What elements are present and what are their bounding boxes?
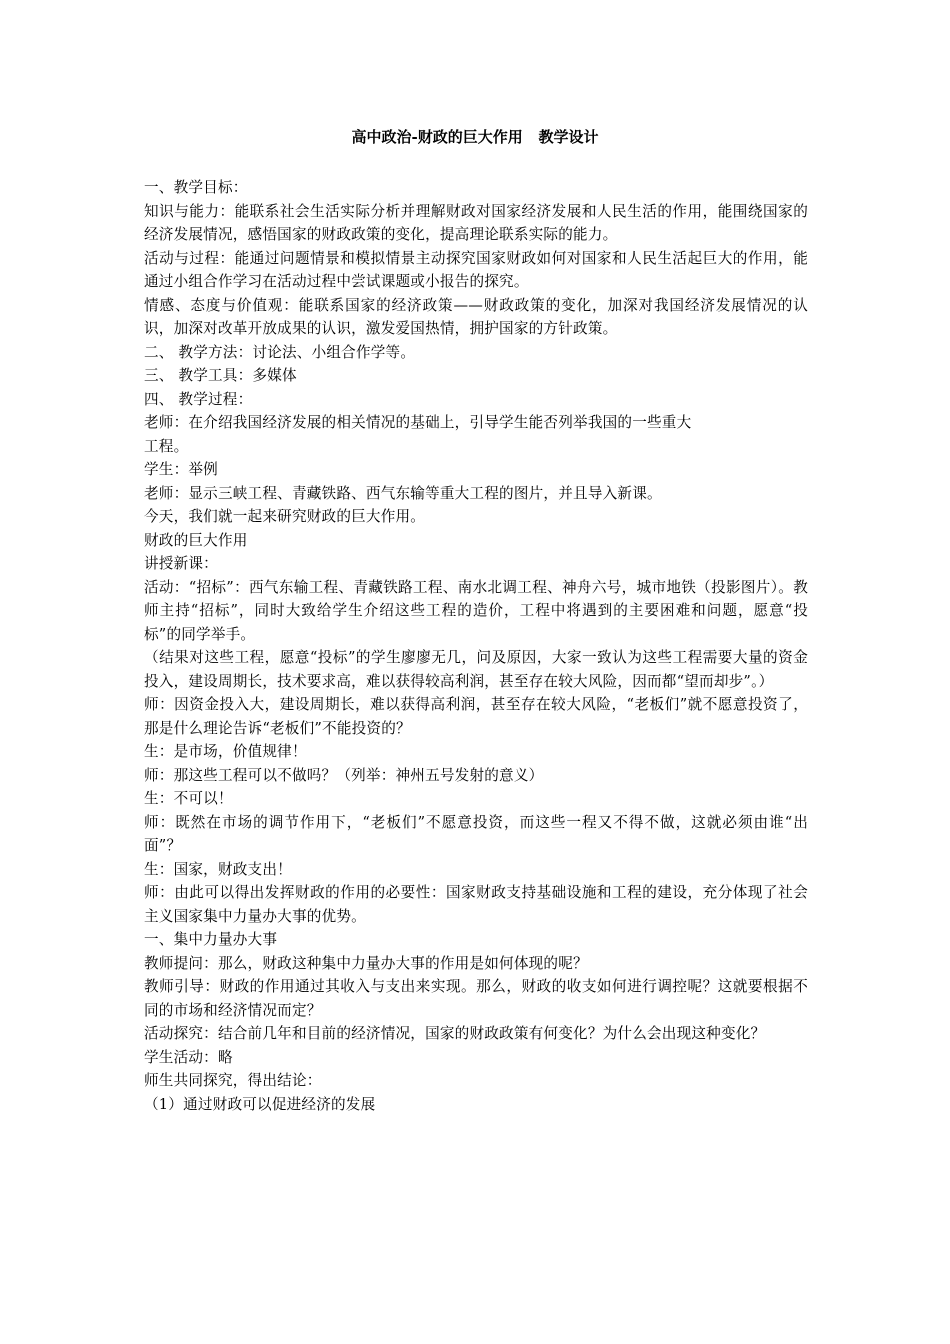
paragraph-teacher-asks: 教师提问：那么，财政这种集中力量办大事的作用是如何体现的呢？ xyxy=(144,954,588,972)
paragraph-conclusion-1: （1）通过财政可以促进经济的发展 xyxy=(144,1095,376,1113)
paragraph-teacher-question-3: 师：既然在市场的调节作用下，“老板们”不愿意投资，而这些一程又不得不做，这就必须由谁“出面”？ xyxy=(144,813,808,854)
paragraph-emotion-values: 情感、态度与价值观：能联系国家的经济政策——财政政策的变化，加深对我国经济发展情况的认识，加深对改革开放成果的认识，激发爱国热情，拥护国家的方针政策。 xyxy=(144,296,808,337)
paragraph-knowledge-ability: 知识与能力：能联系社会生活实际分析并理解财政对国家经济发展和人民生活的作用，能围绕国家的经济发展情况，感悟国家的财政政策的变化，提高理论联系实际的能力。 xyxy=(144,202,808,243)
document-body xyxy=(144,176,808,1116)
paragraph-bidding-result: （结果对这些工程，愿意“投标”的学生廖廖无几，问及原因，大家一致认为这些工程需要大量的资金投入，建设周期长，技术要求高，难以获得较高利润，甚至存在较大风险，因而都“望而却步”。） xyxy=(144,649,808,690)
paragraph-student-example: 学生：举例 xyxy=(144,461,218,478)
paragraph-teacher-intro-cont: 工程。 xyxy=(144,437,189,455)
paragraph-student-activity: 学生活动：略 xyxy=(144,1048,233,1066)
paragraph-teacher-question-2: 师：那这些工程可以不做吗？（列举：神州五号发射的意义） xyxy=(144,766,544,784)
paragraph-student-answer-3: 生：国家，财政支出！ xyxy=(144,860,292,878)
paragraph-teacher-question-1: 师：因资金投入大，建设周期长，难以获得高利润，甚至存在较大风险，“老板们”就不愿意投资了，那是什么理论告诉“老板们”不能投资的？ xyxy=(144,696,808,737)
paragraph-today: 今天，我们就一起来研究财政的巨大作用。 xyxy=(144,508,426,525)
paragraph-teacher-guides: 教师引导：财政的作用通过其收入与支出来实现。那么，财政的收支如何进行调控呢？这就要根据不同的市场和经济情况而定？ xyxy=(144,978,808,1019)
heading-teaching-goals: 一、教学目标： xyxy=(144,179,248,196)
paragraph-new-lesson: 讲授新课： xyxy=(144,555,218,572)
heading-teaching-tools: 三、 教学工具：多媒体 xyxy=(144,367,297,384)
paragraph-activity-explore: 活动探究：结合前几年和目前的经济情况，国家的财政政策有何变化？为什么会出现这种变化？ xyxy=(144,1025,766,1042)
paragraph-teacher-conclusion: 师：由此可以得出发挥财政的作用的必要性：国家财政支持基础设施和工程的建设，充分体现了社会主义国家集中力量办大事的优势。 xyxy=(144,884,808,925)
paragraph-activity-process: 活动与过程：能通过问题情景和模拟情景主动探究国家财政如何对国家和人民生活起巨大的作用，能通过小组合作学习在活动过程中尝试课题或小报告的探究。 xyxy=(144,249,808,290)
paragraph-activity-bidding: 活动：“招标”：西气东输工程、青藏铁路工程、南水北调工程、神舟六号，城市地铁（投影图片）。教师主持“招标”，同时大致给学生介绍这些工程的造价，工程中将遇到的主要困难和问题，愿意“投标”的同学举手。 xyxy=(144,578,808,643)
paragraph-teacher-show-images: 老师：显示三峡工程、青藏铁路、西气东输等重大工程的图片，并且导入新课。 xyxy=(144,484,662,502)
paragraph-student-answer-1: 生：是市场，价值规律！ xyxy=(144,743,307,760)
heading-concentrate-strength: 一、集中力量办大事 xyxy=(144,931,278,948)
heading-teaching-methods: 二、 教学方法：讨论法、小组合作学等。 xyxy=(144,343,416,361)
document-title: 高中政治-财政的巨大作用 教学设计 xyxy=(351,128,599,146)
heading-teaching-process: 四、 教学过程： xyxy=(144,390,253,408)
paragraph-student-answer-2: 生：不可以！ xyxy=(144,790,233,807)
paragraph-joint-explore: 师生共同探究，得出结论： xyxy=(144,1072,322,1089)
paragraph-topic: 财政的巨大作用 xyxy=(144,531,248,549)
paragraph-teacher-intro: 老师：在介绍我国经济发展的相关情况的基础上，引导学生能否列举我国的一些重大 xyxy=(144,414,692,431)
